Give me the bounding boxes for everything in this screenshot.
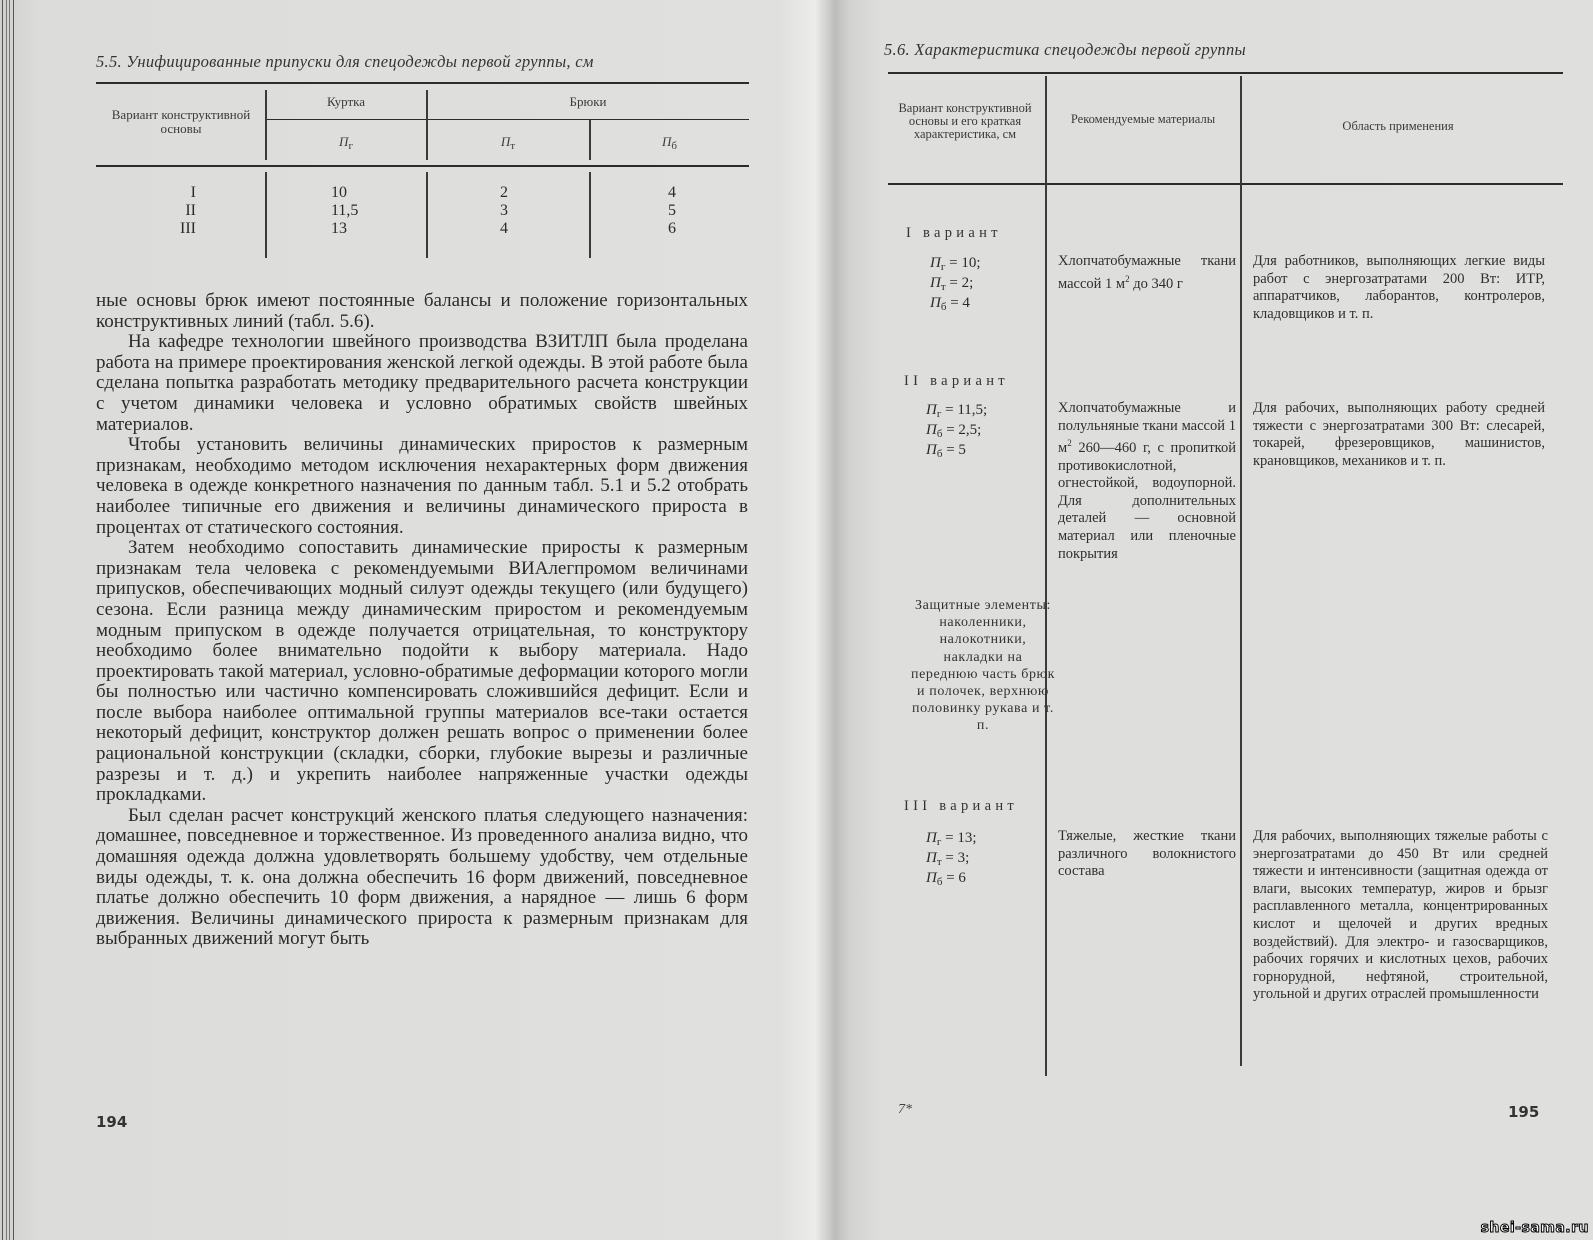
table-cell: 5 [668, 202, 676, 219]
header-trousers: Брюки [569, 94, 607, 109]
paragraph: Чтобы установить величины динамических приростов к размерным признакам, необходимо методом исключения нехарактерных форм движения человека в одежде конкретного назначения по данным табл. 5.1 и 5.2 отобрать наиболее типичные его движения и величины динамического прироста в процентах от статического состояния. [96, 434, 748, 538]
table-top-rule [888, 72, 1563, 74]
variant-2-protective-elements: Защитные элементы: наколенники, налокотники, накладки на переднюю часть брюк и полочек, верхнюю половинку рукава и т. п. [910, 598, 1056, 734]
col-variant [156, 184, 196, 238]
header-variant: Вариант конструктивной основы и его краткая характеристика, см [898, 101, 1032, 141]
param-line: $П_б = 2,5$; [926, 422, 982, 440]
table-top-rule [96, 82, 749, 84]
variant-1-title: I вариант [906, 225, 1002, 241]
header-pt: $П_т$ [500, 134, 516, 152]
paragraph: ные основы брюк имеют постоянные балансы и положение горизонтальных конструктивных линий (табл. 5.6). [96, 290, 748, 332]
col-divider [589, 172, 591, 258]
param-line: $П_г = 10$; [930, 255, 981, 273]
page-number: 194 [96, 1113, 128, 1131]
variant-2-params [926, 402, 987, 462]
variant-2-application: Для рабочих, выполняющих работу средней тяжести с энергозатратами 300 Вт: слесарей, токарей, фрезеровщиков, машинистов, крановщиков, механиков и т. п. [1253, 400, 1545, 469]
paragraph: Затем необходимо сопоставить динамические приросты к размерным признакам тела человека с рекомендуемыми ВИАлегпромом величинами припусков, обеспечивающих модный силуэт одежды текущего (или будущего) сезона. Если разница между динамическим приростом и рекомендуемым модным припуском в одежде получается отрицательная, то конструктору необходимо более внимательно подойти к выбору материала. Надо проектировать такой материал, условно-обратимые деформации которого могли бы полностью или частично компенсировать сложившийся дефицит. Если и после выбора наиболее оптимальной группы материалов все-таки остается некоторый дефицит, конструктор должен решать вопрос о применении более рациональной конструкции (складки, сборки, глубокие вырезы и различные разрезы и т. д.) и укрепить наиболее напряженные участки одежды прокладками. [96, 537, 748, 806]
variant-3-params [926, 830, 977, 890]
table-5-5-caption: 5.5. Унифицированные припуски для спецодежды первой группы, см [96, 52, 594, 71]
header-bottom-rule [96, 165, 749, 167]
table-cell: 11,5 [331, 202, 359, 219]
variant-1-params [930, 255, 981, 315]
header-pg: $П_г$ [339, 134, 353, 152]
table-cell: 6 [668, 220, 676, 237]
param-line: $П_б = 5$ [926, 442, 966, 460]
table-cell: 13 [331, 220, 347, 237]
col-divider [1045, 76, 1047, 1076]
header-bottom-rule [888, 183, 1563, 185]
col-divider [1240, 76, 1242, 1066]
paragraph: Был сделан расчет конструкций женского платья следующего назначения: домашнее, повседневное и торжественное. Из проведенного анализа видно, что домашняя одежда должна удовлетворять большему удобству, чем отдельные виды одежды, т. к. она должна обеспечить 16 форм движений, повседневное платье должно обеспечить 10 форм движения, а нарядное — лишь 6 форм движения. Величины динамического прироста к размерным признакам для выбранных движений могут быть [96, 804, 748, 950]
table-cell: II [185, 202, 196, 219]
variant-2-title: II вариант [904, 373, 1009, 389]
header-pb: $П_б$ [662, 134, 677, 152]
watermark: shei-sama.ru [1480, 1220, 1589, 1236]
table-cell: 2 [500, 184, 508, 201]
table-cell: 3 [500, 202, 508, 219]
variant-3-application: Для рабочих, выполняющих тяжелые работы с энергозатратами до 450 Вт или средней тяжести и интенсивности (защитная одежда от влаги, высоких температур, жиров и брызг расплавленного металла, концентрированных кислот и щелочей и других вредных воздействий). Для электро- и газосварщиков, рабочих горячих и кислотных цехов, рабочих горнорудной, нефтяной, строительной, угольной и других отраслей промышленности [1253, 828, 1548, 1003]
left-page [96, 0, 748, 1240]
param-line: $П_т = 2$; [930, 275, 974, 293]
variant-1-materials: Хлопчатобумажные ткани массой 1 $м^2$ до 340 г [1058, 253, 1236, 292]
param-line: $П_б = 6$ [926, 870, 966, 888]
col-divider [426, 172, 428, 258]
variant-2-materials: Хлопчатобумажные и полульняные ткани массой 1 $м^2$ 260—460 г, с пропиткой противокислотной, огнестойкой, водоупорной. Для дополнительных деталей — основной материал или пленочные покрытия [1058, 400, 1236, 562]
binding-edge [2, 0, 14, 1240]
group-header-rule [266, 119, 749, 120]
col-pt [494, 184, 514, 238]
param-line: $П_т = 3$; [926, 850, 970, 868]
param-line: $П_б = 4$ [930, 295, 970, 313]
variant-3-title: III вариант [904, 798, 1019, 814]
col-divider [265, 172, 267, 258]
table-cell: 10 [331, 184, 347, 201]
table-5-6-caption: 5.6. Характеристика спецодежды первой группы [884, 40, 1247, 59]
col-pg [331, 184, 391, 238]
col-pb [662, 184, 682, 238]
variant-1-application: Для работников, выполняющих легкие виды работ с энергозатратами 200 Вт: ИТР, аппаратчиков, лаборантов, контролеров, кладовщиков и т. п. [1253, 253, 1545, 322]
table-cell: 4 [500, 220, 508, 237]
param-line: $П_г = 13$; [926, 830, 977, 848]
right-page [884, 0, 1558, 1240]
table-cell: III [180, 220, 196, 237]
signature-mark: 7* [898, 1102, 912, 1117]
header-variant: Вариант конструктивной основы [111, 107, 251, 136]
body-text [96, 291, 748, 950]
header-jacket: Куртка [326, 94, 366, 109]
paragraph: На кафедре технологии швейного производства ВЗИТЛП была проделана работа на примере проектирования женской легкой одежды. В этой работе была сделана попытка разработать методику предварительного расчета конструкции с учетом динамики человека и условно обратимых свойств швейных материалов. [96, 331, 748, 435]
page-number: 195 [1508, 1103, 1540, 1121]
header-materials: Рекомендуемые материалы [1070, 112, 1216, 126]
header-application: Область применения [1342, 119, 1454, 133]
param-line: $П_г = 11,5$; [926, 402, 988, 420]
table-cell: I [190, 184, 196, 201]
variant-3-materials: Тяжелые, жесткие ткани различного волокнистого состава [1058, 828, 1236, 880]
table-cell: 4 [668, 184, 676, 201]
